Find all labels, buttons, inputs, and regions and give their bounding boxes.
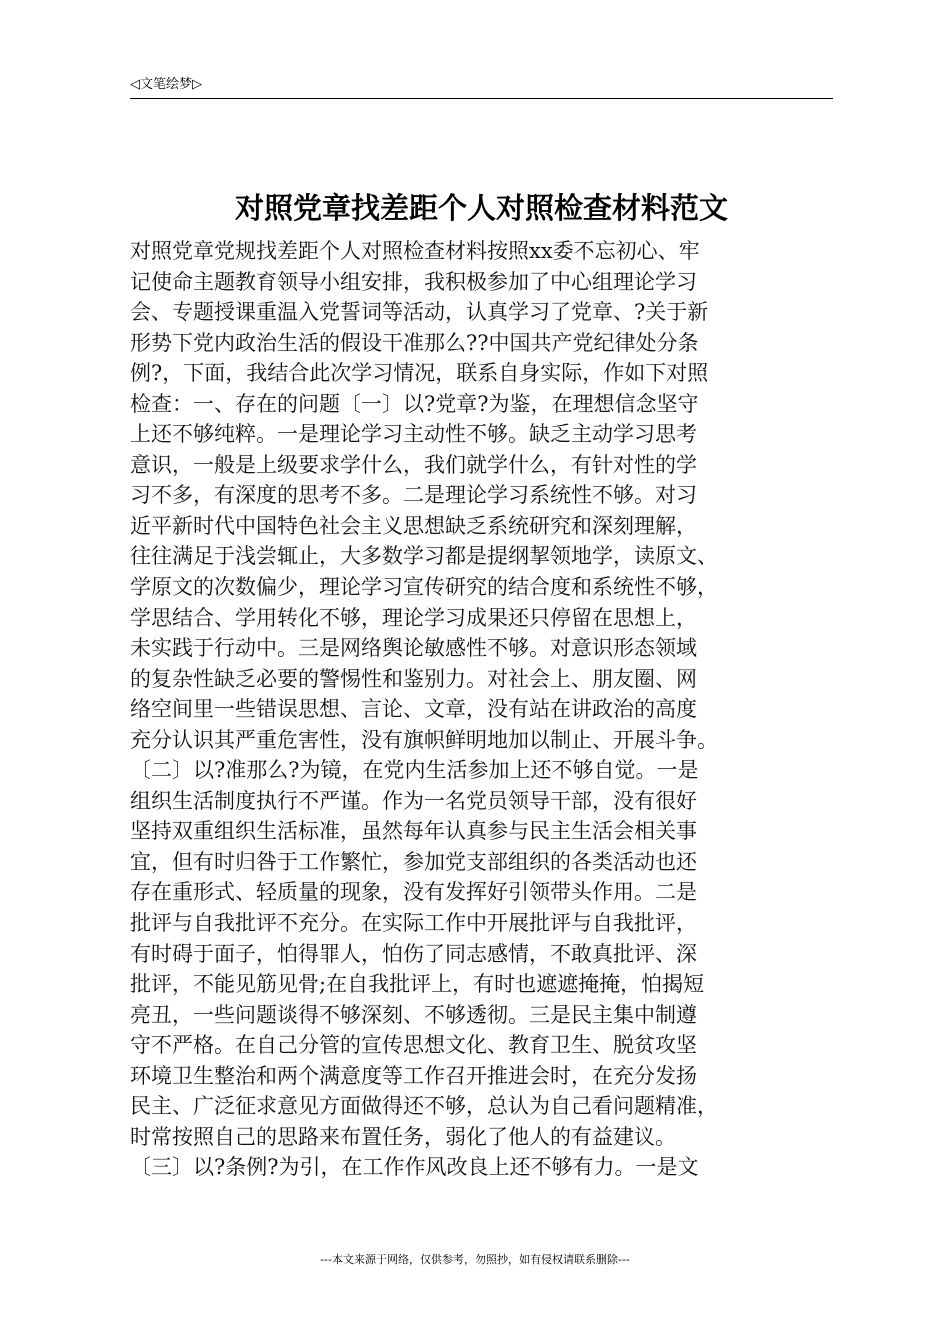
body-line: 检查：一、存在的问题〔一〕以?党章?为鉴，在理想信念坚守 bbox=[130, 391, 699, 416]
body-line: 会、专题授课重温入党誓词等活动，认真学习了党章、?关于新 bbox=[130, 300, 709, 325]
body-line: 形势下党内政治生活的假设干准那么??中国共产党纪律处分条 bbox=[130, 330, 699, 355]
document-title: 对照党章找差距个人对照检查材料范文 bbox=[234, 191, 728, 225]
body-line: 批评与自我批评不充分。在实际工作中开展批评与自我批评， bbox=[130, 911, 697, 936]
body-line: 习不多，有深度的思考不多。二是理论学习系统性不够。对习 bbox=[130, 483, 697, 508]
body-line: 学思结合、学用转化不够，理论学习成果还只停留在思想上， bbox=[130, 605, 697, 630]
body-line: 时常按照自己的思路来布置任务，弱化了他人的有益建议。 bbox=[130, 1124, 676, 1149]
body-line: 例?，下面，我结合此次学习情况，联系自身实际，作如下对照 bbox=[130, 361, 709, 386]
body-line: 存在重形式、轻质量的现象，没有发挥好引领带头作用。二是 bbox=[130, 880, 697, 905]
body-line: 宜，但有时归咎于工作繁忙，参加党支部组织的各类活动也还 bbox=[130, 849, 697, 874]
body-line: 学原文的次数偏少，理论学习宣传研究的结合度和系统性不够， bbox=[130, 575, 718, 600]
body-line: 近平新时代中国特色社会主义思想缺乏系统研究和深刻理解， bbox=[130, 513, 697, 538]
body-line: 往往满足于浅尝辄止，大多数学习都是提纲挈领地学，读原文、 bbox=[130, 544, 718, 569]
body-line: 〔二〕以?准那么?为镜，在党内生活参加上还不够自觉。一是 bbox=[130, 758, 699, 783]
document-body bbox=[130, 236, 834, 1183]
body-line: 组织生活制度执行不严谨。作为一名党员领导干部，没有很好 bbox=[130, 788, 697, 813]
body-line: 记使命主题教育领导小组安排，我积极参加了中心组理论学习 bbox=[130, 269, 697, 294]
body-line: 未实践于行动中。三是网络舆论敏感性不够。对意识形态领域 bbox=[130, 636, 697, 661]
body-line: 络空间里一些错误思想、言论、文章，没有站在讲政治的高度 bbox=[130, 697, 697, 722]
header-brand: ◁文笔绘梦▷ bbox=[130, 77, 202, 92]
body-line: 民主、广泛征求意见方面做得还不够，总认为自己看问题精准， bbox=[130, 1094, 718, 1119]
body-line: 意识，一般是上级要求学什么，我们就学什么，有针对性的学 bbox=[130, 452, 697, 477]
body-line: 亮丑，一些问题谈得不够深刻、不够透彻。三是民主集中制遵 bbox=[130, 1002, 697, 1027]
body-line: 上还不够纯粹。一是理论学习主动性不够。缺乏主动学习思考 bbox=[130, 422, 697, 447]
footer-notice: ---本文来源于网络，仅供参考，勿照抄，如有侵权请联系删除--- bbox=[320, 1253, 630, 1266]
body-line: 批评，不能见筋见骨;在自我批评上，有时也遮遮掩掩，怕揭短 bbox=[130, 972, 705, 997]
page-header bbox=[130, 76, 833, 99]
body-line: 对照党章党规找差距个人对照检查材料按照xx委不忘初心、牢 bbox=[130, 239, 700, 263]
body-line: 坚持双重组织生活标准，虽然每年认真参与民主生活会相关事 bbox=[130, 819, 697, 844]
body-line: 有时碍于面子，怕得罪人，怕伤了同志感情，不敢真批评、深 bbox=[130, 941, 697, 966]
body-line: 的复杂性缺乏必要的警惕性和鉴别力。对社会上、朋友圈、网 bbox=[130, 666, 697, 691]
body-line: 环境卫生整治和两个满意度等工作召开推进会时，在充分发扬 bbox=[130, 1063, 697, 1088]
body-line: 守不严格。在自己分管的宣传思想文化、教育卫生、脱贫攻坚 bbox=[130, 1033, 697, 1058]
body-line: 〔三〕以?条例?为引，在工作作风改良上还不够有力。一是文 bbox=[130, 1155, 699, 1180]
body-line: 充分认识其严重危害性，没有旗帜鲜明地加以制止、开展斗争。 bbox=[130, 727, 718, 752]
